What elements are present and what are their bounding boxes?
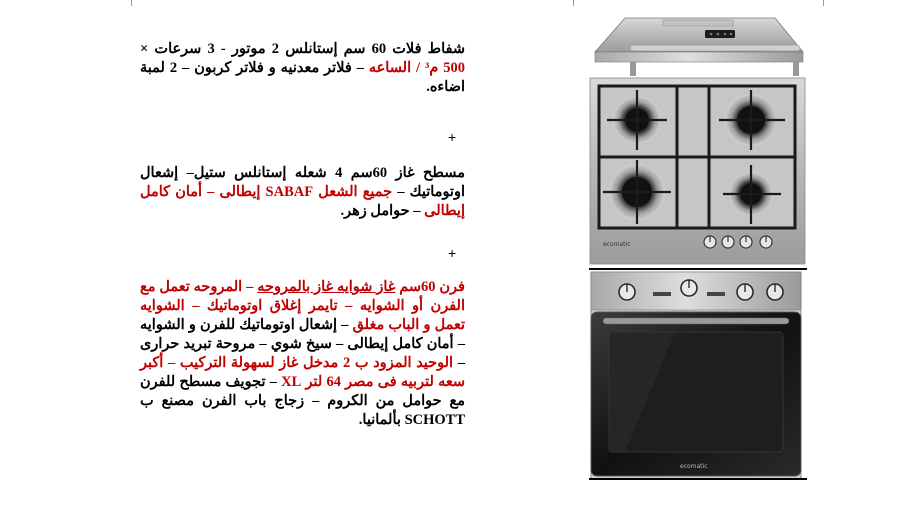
hood-text-1: شفاط فلات 60 سم إستانلس 2 موتور - 3 سرعات × [140, 41, 465, 57]
oven-text-1: فرن 60سم [395, 279, 465, 295]
oven-type: غاز شوايه غاز بالمروحه [257, 279, 396, 295]
plus-separator-2: + [448, 245, 457, 261]
hob-brand-label: ecomatic [603, 241, 631, 248]
page-corner-mark-left [131, 0, 132, 6]
product-description [140, 40, 465, 430]
oven-text-2: – المروحه تعمل مع الفرن أو الشوايه – تايمر إغلاق اوتوماتيك – الشوايه تعمل و الباب مغلق [140, 279, 465, 333]
product-images [585, 10, 810, 480]
hood-description [140, 40, 465, 97]
oven-description [140, 278, 465, 430]
plus-separator-1: + [448, 129, 457, 145]
oven-text-4: – تجويف مسطح للفرن مع حوامل من الكروم – زجاج باب الفرن مصنع ب SCHOTT بألمانيا. [140, 374, 465, 428]
page-corner-mark-right [823, 0, 824, 6]
hob-text-2: – حوامل زهر. [340, 203, 425, 219]
range-hood-image [595, 18, 803, 76]
page-corner-mark-mid [573, 0, 574, 6]
hob-text-1: مسطح غاز 60سم 4 شعله إستانلس ستيل– إشعال اوتوماتيك – [140, 165, 466, 200]
oven-text-3: – إشعال اوتوماتيك للفرن و الشوايه – أمان كامل إيطالى – سيخ شوي – مروحة تبريد حرارى – [140, 317, 465, 371]
oven-highlight: الوحيد المزود ب 2 مدخل غاز لسهولة التركيب – أكبر سعه لتربيه فى مصر 64 لتر XL [140, 355, 465, 390]
hood-capacity: 500 م³ / الساعه [368, 60, 465, 76]
oven-image [591, 272, 801, 480]
hood-text-2: – فلاتر معدنيه و فلاتر كربون – 2 لمبة اضاءه. [140, 60, 465, 95]
hob-highlight: جميع الشعل SABAF إيطالى – أمان كامل إيطالى [140, 184, 465, 219]
hob-description [140, 164, 465, 221]
gas-hob-image [590, 78, 805, 264]
oven-brand-label: ecomatic [680, 463, 708, 470]
